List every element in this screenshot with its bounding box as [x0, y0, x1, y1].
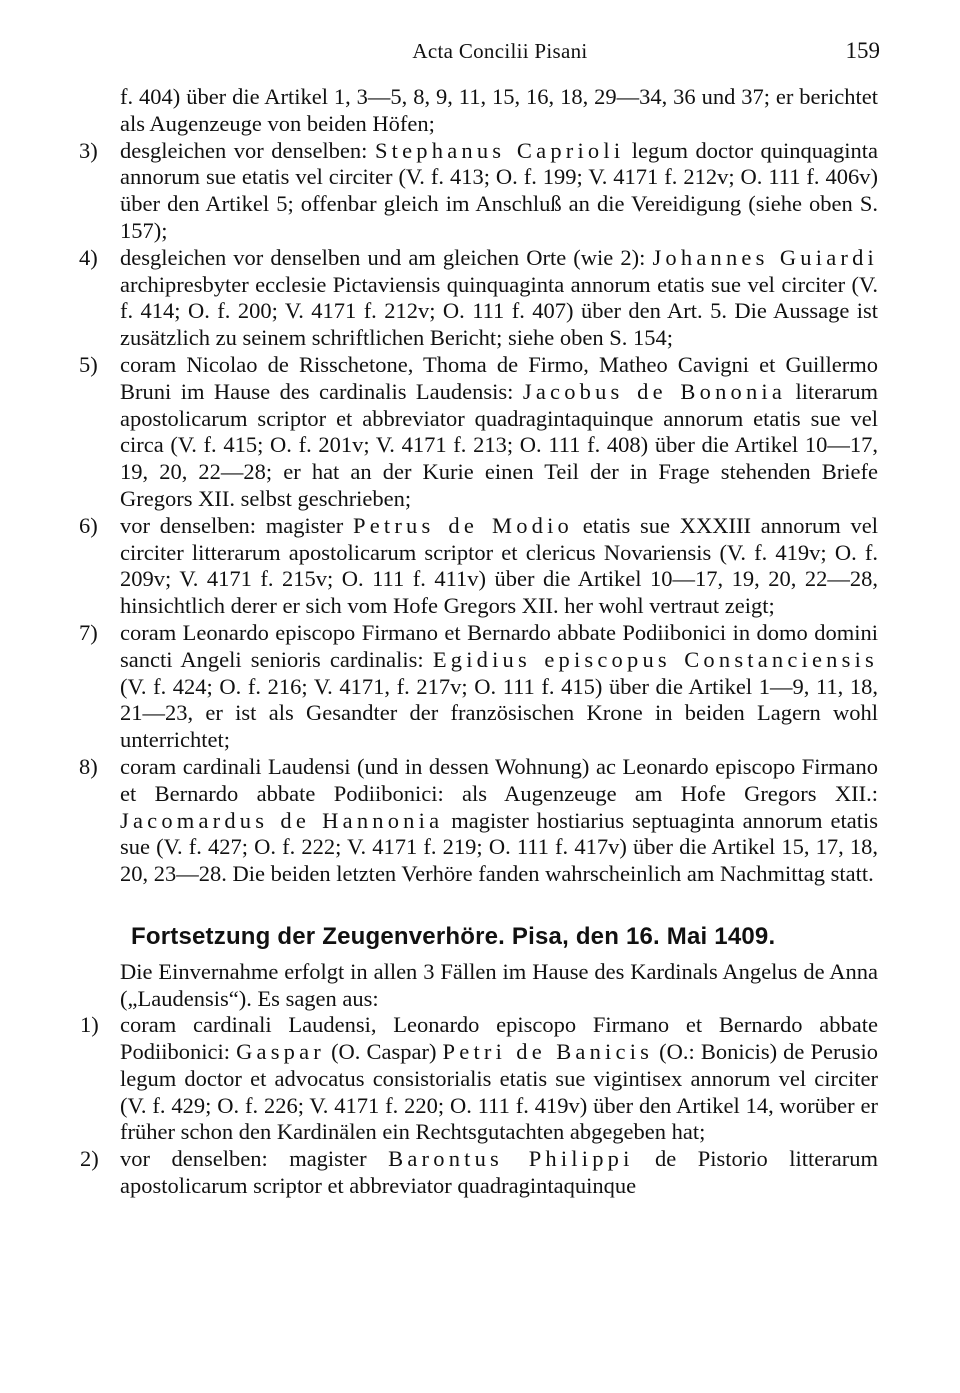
main-text [79, 84, 879, 1200]
entry-number: 5) [79, 351, 98, 377]
page-number: 159 [845, 38, 880, 63]
witness-name: Barontus Philippi [388, 1146, 634, 1172]
entry-number: 1) [80, 1012, 99, 1038]
witness-entry-4: 4) desgleichen vor denselben und am gleichen Orte (wie 2): Johannes Guiardi archipresbyter ecclesie Pictaviensis quinquaginta annorum etatis sue vel circiter (V. f. 414; O. f. 200; V. 4171 f. 212v; O. 111 f. 407) über den Art. 5. Die Aussage ist zusätzlich zu seinem schriftlichen Bericht; siehe oben S. 154; [79, 244, 878, 351]
witness-name: Egidius episcopus Constanciensis [432, 646, 878, 672]
witness-entry-7: 7) coram Leonardo episcopo Firmano et Bernardo abbate Podiibonici in domo domini sancti Angeli senioris cardinalis: Egidius episcopus Constanciensis (V. f. 424; O. f. 216; V. 4171, f. 217v; O. 111 f. 415) über die Artikel 1—9, 11, 18, 21—23, er ist als Gesandter der französischen Krone in beiden Lagern wohl unterrichtet; [79, 619, 878, 753]
witness-entry-1: 1) coram cardinali Laudensi, Leonardo episcopo Firmano et Bernardo abbate Podiibonici: Gaspar (O. Caspar) Petri de Banicis (O.: Bonicis) de Perusio legum doctor et advocatus consistorialis etatis sue vigintisex annorum vel circiter (V. f. 429; O. f. 226; V. 4171 f. 220; O. 111 f. 419v) über den Artikel 14, worüber er früher schon den Kardinälen ein Rechtsgutachten abgegeben hat; [80, 1012, 878, 1145]
witness-name: Petrus de Modio [352, 512, 574, 538]
witness-entry-8: 8) coram cardinali Laudensi (und in dessen Wohnung) ac Leonardo episcopo Firmano et Bernardo abbate Podiibonici: als Augenzeuge am Hofe Gregors XII.: Jacomardus de Hannonia magister hostiarius septuaginta annorum etatis sue (V. f. 427; O. f. 222; V. 4171 f. 219; O. 111 f. 417v) über die Artikel 15, 17, 18, 20, 23—28. Die beiden letzten Verhöre fanden wahrscheinlich am Nachmittag statt. [79, 753, 879, 887]
entry-number: 4) [79, 244, 98, 270]
entry-number: 8) [79, 753, 98, 779]
entry-number: 6) [79, 512, 98, 538]
witness-entry-3: 3) desgleichen vor denselben: Stephanus Caprioli legum doctor quinquaginta annorum sue etatis vel circiter (V. f. 413; O. f. 199; V. 4171 f. 212v; O. 111 f. 406v) über den Artikel 5; offenbar gleich im Anschluß an die Vereidigung (siehe oben S. 157); [79, 137, 878, 243]
section-intro: Die Einvernahme erfolgt in allen 3 Fällen im Hause des Kardinals Angelus de Anna („Laudensis“). Es sagen aus: [120, 958, 878, 1011]
witness-name: Jacomardus de Hannonia [120, 807, 444, 833]
running-header [120, 38, 880, 68]
section-heading: Fortsetzung der Zeugenverhöre. Pisa, den 16. Mai 1409. [131, 922, 776, 950]
witness-name: Johannes Guiardi [652, 244, 878, 270]
entry-number: 3) [79, 137, 98, 163]
witness-name: Petri de Banicis [442, 1039, 654, 1065]
witness-name: Stephanus Caprioli [374, 137, 625, 163]
entry-number: 7) [79, 619, 98, 645]
entry-number: 2) [80, 1146, 99, 1172]
witness-name: Gaspar [236, 1039, 325, 1065]
witness-entry-2: 2) vor denselben: magister Barontus Philippi de Pistorio litterarum apostolicarum scriptor et abbreviator quadragintaquinque [80, 1146, 878, 1199]
witness-entry-6: 6) vor denselben: magister Petrus de Modio etatis sue XXXIII annorum vel circiter litterarum apostolicarum scriptor et clericus Novariensis (V. f. 419v; O. f. 209v; V. 4171 f. 215v; O. 111 f. 411v) über die Artikel 10—17, 19, 20, 22—28, hinsichtlich derer er sich vom Hofe Gregors XII. her wohl vertraut zeigt; [79, 512, 879, 619]
witness-name: Jacobus de Bononia [522, 378, 787, 404]
witness-entry-5: 5) coram Nicolao de Risschetone, Thoma de Firmo, Matheo Cavigni et Guillermo Bruni im Hause des cardinalis Laudensis: Jacobus de Bononia literarum apostolicarum scriptor et abbreviator quadragintaquinque annorum etatis sue vel circa (V. f. 415; O. f. 201v; V. 4171 f. 213; O. 111 f. 408) über die Artikel 10—17, 19, 20, 22—28; er hat an der Kurie einen Teil der in Frage stehenden Briefe Gregors XII. selbst geschrieben; [79, 351, 878, 511]
running-title: Acta Concilii Pisani [412, 39, 588, 63]
continuation-paragraph: f. 404) über die Artikel 1, 3—5, 8, 9, 11, 15, 16, 18, 29—34, 36 und 37; er berichtet als Augenzeuge von beiden Höfen; [120, 84, 878, 136]
